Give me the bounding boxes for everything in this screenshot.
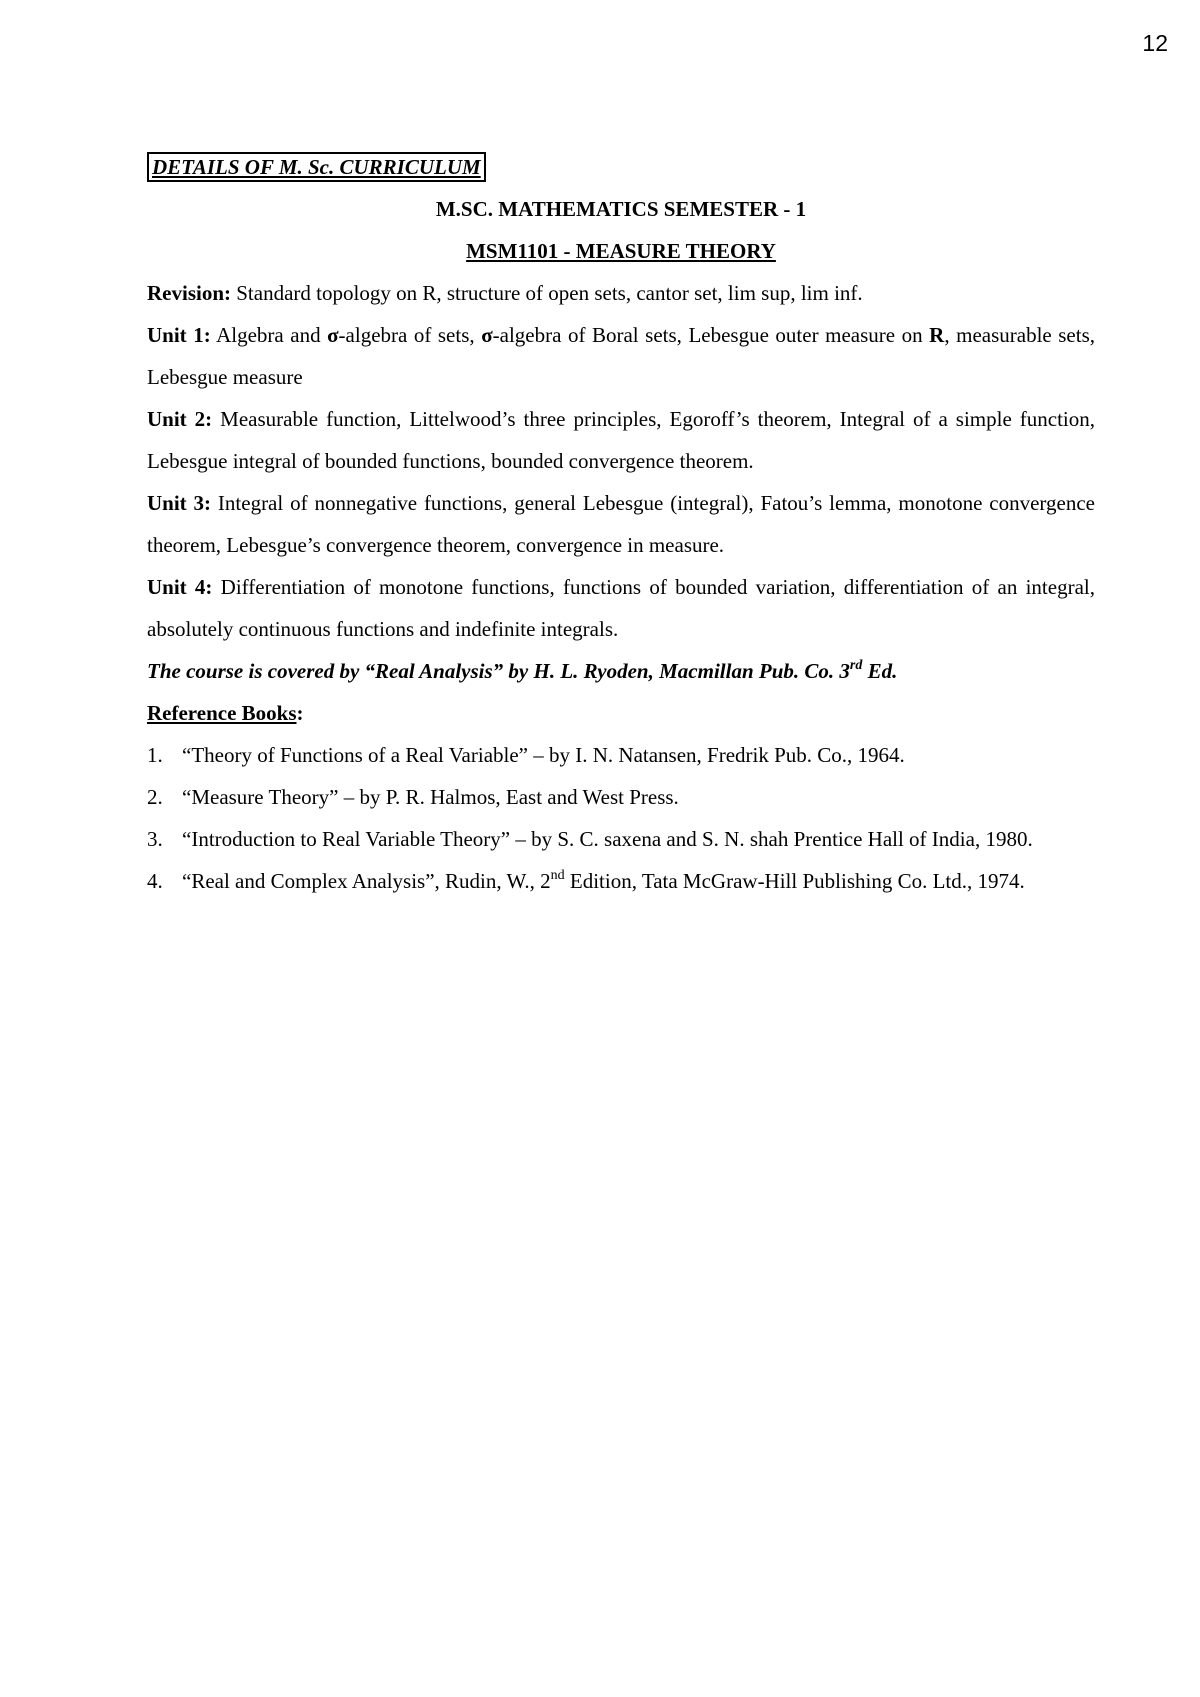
references-heading-colon: :: [296, 701, 304, 725]
list-item: [147, 776, 1095, 818]
reference-sup: nd: [550, 868, 565, 883]
coverage-text: The course is covered by “Real Analysis” by H. L. Ryoden, Macmillan Pub. Co. 3: [147, 659, 850, 683]
curriculum-header: DETAILS OF M. Sc. CURRICULUM: [147, 152, 486, 182]
list-number: 2.: [147, 785, 163, 809]
revision-section: [147, 272, 1095, 314]
reference-list: [147, 734, 1095, 902]
references-heading-text: Reference Books: [147, 701, 297, 725]
coverage-tail: Ed.: [862, 659, 898, 683]
list-number: 3.: [147, 827, 163, 851]
section-text: Algebra and: [210, 323, 328, 347]
sigma-symbol: σ: [481, 323, 493, 347]
reference-text: Edition, Tata McGraw-Hill Publishing Co. Ltd., 1974.: [564, 869, 1025, 893]
section-label: Unit 2:: [147, 407, 213, 431]
list-number: 4.: [147, 869, 163, 893]
unit-1-section: [147, 314, 1095, 398]
section-text: Measurable function, Littelwood’s three principles, Egoroff’s theorem, Integral of a simple function, Lebesgue integral of bounded functions, bounded convergence theorem.: [147, 407, 1095, 473]
unit-4-section: [147, 566, 1095, 650]
course-coverage: [147, 650, 1095, 692]
section-text: -algebra of sets,: [338, 323, 482, 347]
section-label: Unit 3:: [147, 491, 212, 515]
list-item: [147, 860, 1095, 902]
section-text: Standard topology on R, structure of open sets, cantor set, lim sup, lim inf.: [231, 281, 863, 305]
references-heading: [147, 692, 1095, 734]
section-text: , measurable sets, Lebesgue measure: [147, 323, 1096, 389]
header-row: [147, 146, 1095, 188]
reference-text: “Measure Theory” – by P. R. Halmos, East and West Press.: [182, 785, 679, 809]
page-number: 12: [1142, 30, 1168, 56]
unit-3-section: [147, 482, 1095, 566]
reference-text: “Real and Complex Analysis”, Rudin, W., 2: [182, 869, 551, 893]
section-label: Revision:: [147, 281, 231, 305]
document-body: [147, 146, 1095, 902]
real-line-symbol: R: [929, 323, 945, 347]
section-text: -algebra of Boral sets, Lebesgue outer measure on: [492, 323, 930, 347]
coverage-sup: rd: [849, 658, 863, 673]
reference-text: “Introduction to Real Variable Theory” – by S. C. saxena and S. N. shah Prentice Hall of India, 1980.: [182, 827, 1033, 851]
reference-text: “Theory of Functions of a Real Variable” – by I. N. Natansen, Fredrik Pub. Co., 1964.: [182, 743, 905, 767]
list-item: [147, 734, 1095, 776]
section-text: Integral of nonnegative functions, general Lebesgue (integral), Fatou’s lemma, monotone convergence theorem, Lebesgue’s convergence theorem, convergence in measure.: [147, 491, 1095, 557]
unit-2-section: [147, 398, 1095, 482]
semester-title: M.SC. MATHEMATICS SEMESTER - 1: [435, 197, 807, 221]
section-label: Unit 1:: [147, 323, 211, 347]
course-title: MSM1101 - MEASURE THEORY: [466, 239, 776, 263]
section-label: Unit 4:: [147, 575, 213, 599]
list-item: [147, 818, 1095, 860]
list-number: 1.: [147, 743, 163, 767]
section-text: Differentiation of monotone functions, functions of bounded variation, differentiation of an integral, absolutely continuous functions and indefinite integrals.: [147, 575, 1095, 641]
sigma-symbol: σ: [327, 323, 339, 347]
